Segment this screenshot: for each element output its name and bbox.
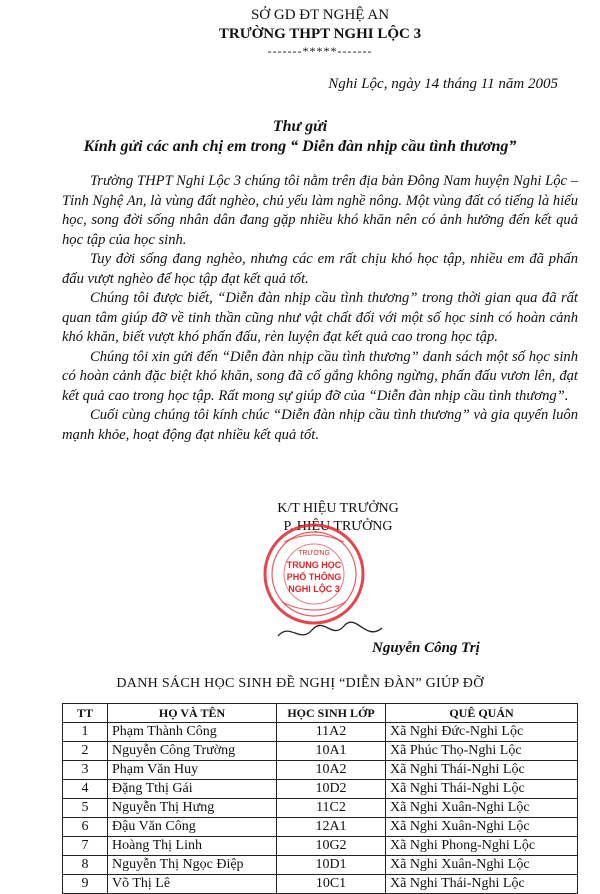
- paragraph: Trường THPT Nghi Lộc 3 chúng tôi nằm trên địa bàn Đông Nam huyện Nghi Lộc – Tỉnh Nghệ An, là vùng đất nghèo, chủ yếu làm nghề nông. Một vùng đất có tiếng là hiếu học, song đời sống nhân dân đang gặp nhiều khó khăn nên có ảnh hưởng đến kết quả học tập của học sinh.: [62, 173, 578, 248]
- paragraph: Chúng tôi được biết, “Diễn đàn nhịp cầu tình thương” trong thời gian qua đã rất quan tâm giúp đỡ về tinh thần cũng như vật chất đối với một số học sinh có hoàn cảnh khó khăn, biết vượt khó phấn đấu, rèn luyện đạt kết quả cao trong học tập.: [62, 290, 578, 345]
- student-table: [62, 703, 578, 894]
- table-row: [63, 799, 578, 818]
- table-row: [63, 761, 578, 780]
- letter-subtitle: Kính gửi các anh chị em trong “ Diễn đàn nhịp cầu tình thương”: [83, 138, 517, 155]
- cell-hometown: Xã Nghi Đức-Nghi Lộc: [386, 723, 578, 742]
- cell-name: Phạm Văn Huy: [108, 761, 277, 780]
- cell-index: 8: [63, 856, 108, 875]
- cell-hometown: Xã Nghi Thái-Nghi Lộc: [386, 761, 578, 780]
- table-row: [63, 837, 578, 856]
- cell-hometown: Xã Nghi Phong-Nghi Lộc: [386, 837, 578, 856]
- table-header-row: [63, 704, 578, 723]
- cell-hometown: Xã Phúc Thọ-Nghi Lộc: [386, 742, 578, 761]
- cell-class: 10D1: [277, 856, 386, 875]
- table-row: [63, 818, 578, 837]
- column-header: TT: [63, 704, 108, 723]
- cell-name: Võ Thị Lê: [108, 875, 277, 894]
- table-row: [63, 856, 578, 875]
- header-separator: -------*****-------: [267, 44, 373, 58]
- student-list-title: DANH SÁCH HỌC SINH ĐỀ NGHỊ “DIỄN ĐÀN” GIÚP ĐỠ: [116, 676, 484, 691]
- cell-hometown: Xã Nghi Xuân-Nghi Lộc: [386, 818, 578, 837]
- column-header: QUÊ QUÁN: [386, 704, 578, 723]
- school-name: TRƯỜNG THPT NGHI LỘC 3: [218, 26, 422, 42]
- cell-index: 7: [63, 837, 108, 856]
- paragraph: Chúng tôi xin gửi đến “Diễn đàn nhịp cầu tình thương” danh sách một số học sinh có hoàn cảnh đặc biệt khó khăn, song đã cố gắng không ngừng, phấn đấu vươn lên, đạt kết quả cao trong học tập. Rất mong sự giúp đỡ của “Diễn đàn nhịp cầu tình thương”.: [62, 348, 578, 404]
- paragraph: Tuy đời sống đang nghèo, nhưng các em rất chịu khó học tập, nhiều em đã phấn đấu vượt nghèo để học tập đạt kết quả tốt.: [62, 251, 578, 287]
- cell-name: Đặng Tthị Gái: [108, 780, 277, 799]
- stamp-line: PHỔ THÔNG: [286, 572, 342, 582]
- stamp-line: TRƯỜNG: [298, 550, 330, 557]
- cell-name: Phạm Thành Công: [108, 723, 277, 742]
- cell-class: 10D2: [277, 780, 386, 799]
- cell-index: 1: [63, 723, 108, 742]
- cell-class: 12A1: [277, 818, 386, 837]
- table-row: [63, 780, 578, 799]
- cell-class: 11A2: [277, 723, 386, 742]
- signer-name: Nguyễn Công Trị: [372, 640, 480, 656]
- cell-index: 9: [63, 875, 108, 894]
- signer-role-secondary: P. HIỆU TRƯỞNG: [283, 519, 393, 534]
- cell-class: 10C1: [277, 875, 386, 894]
- cell-hometown: Xã Nghi Xuân-Nghi Lộc: [386, 856, 578, 875]
- department-name: SỞ GD ĐT NGHỆ AN: [250, 7, 390, 23]
- table-row: [63, 742, 578, 761]
- paragraph: Cuối cùng chúng tôi kính chúc “Diễn đàn nhịp cầu tình thương” và gia quyến luôn mạnh khỏe, hoạt động đạt nhiều kết quả tốt.: [62, 407, 578, 443]
- stamp-line: TRUNG HỌC: [286, 560, 342, 570]
- cell-class: 11C2: [277, 799, 386, 818]
- cell-name: Nguyễn Thị Ngọc Điệp: [108, 856, 277, 875]
- stamp-line: NGHI LỘC 3: [288, 584, 340, 594]
- cell-index: 4: [63, 780, 108, 799]
- letter-body: [62, 172, 578, 445]
- cell-name: Đậu Văn Công: [108, 818, 277, 837]
- cell-hometown: Xã Nghi Thái-Nghi Lộc: [386, 780, 578, 799]
- cell-index: 2: [63, 742, 108, 761]
- column-header: HỌC SINH LỚP: [277, 704, 386, 723]
- official-stamp: [262, 522, 366, 626]
- cell-hometown: Xã Nghi Thái-Nghi Lộc: [386, 875, 578, 894]
- column-header: HỌ VÀ TÊN: [108, 704, 277, 723]
- table-body: [63, 723, 578, 894]
- cell-index: 5: [63, 799, 108, 818]
- cell-index: 6: [63, 818, 108, 837]
- date-line: Nghi Lộc, ngày 14 tháng 11 năm 2005: [328, 76, 558, 92]
- cell-index: 3: [63, 761, 108, 780]
- cell-name: Nguyễn Công Trường: [108, 742, 277, 761]
- cell-hometown: Xã Nghi Xuân-Nghi Lộc: [386, 799, 578, 818]
- table-row: [63, 723, 578, 742]
- cell-class: 10A2: [277, 761, 386, 780]
- signer-role-primary: K/T HIỆU TRƯỞNG: [277, 501, 399, 516]
- cell-name: Hoàng Thị Linh: [108, 837, 277, 856]
- letterhead: [200, 6, 440, 58]
- letter-title: Thư gửi: [272, 118, 328, 135]
- cell-name: Nguyễn Thị Hưng: [108, 799, 277, 818]
- cell-class: 10A1: [277, 742, 386, 761]
- cell-class: 10G2: [277, 837, 386, 856]
